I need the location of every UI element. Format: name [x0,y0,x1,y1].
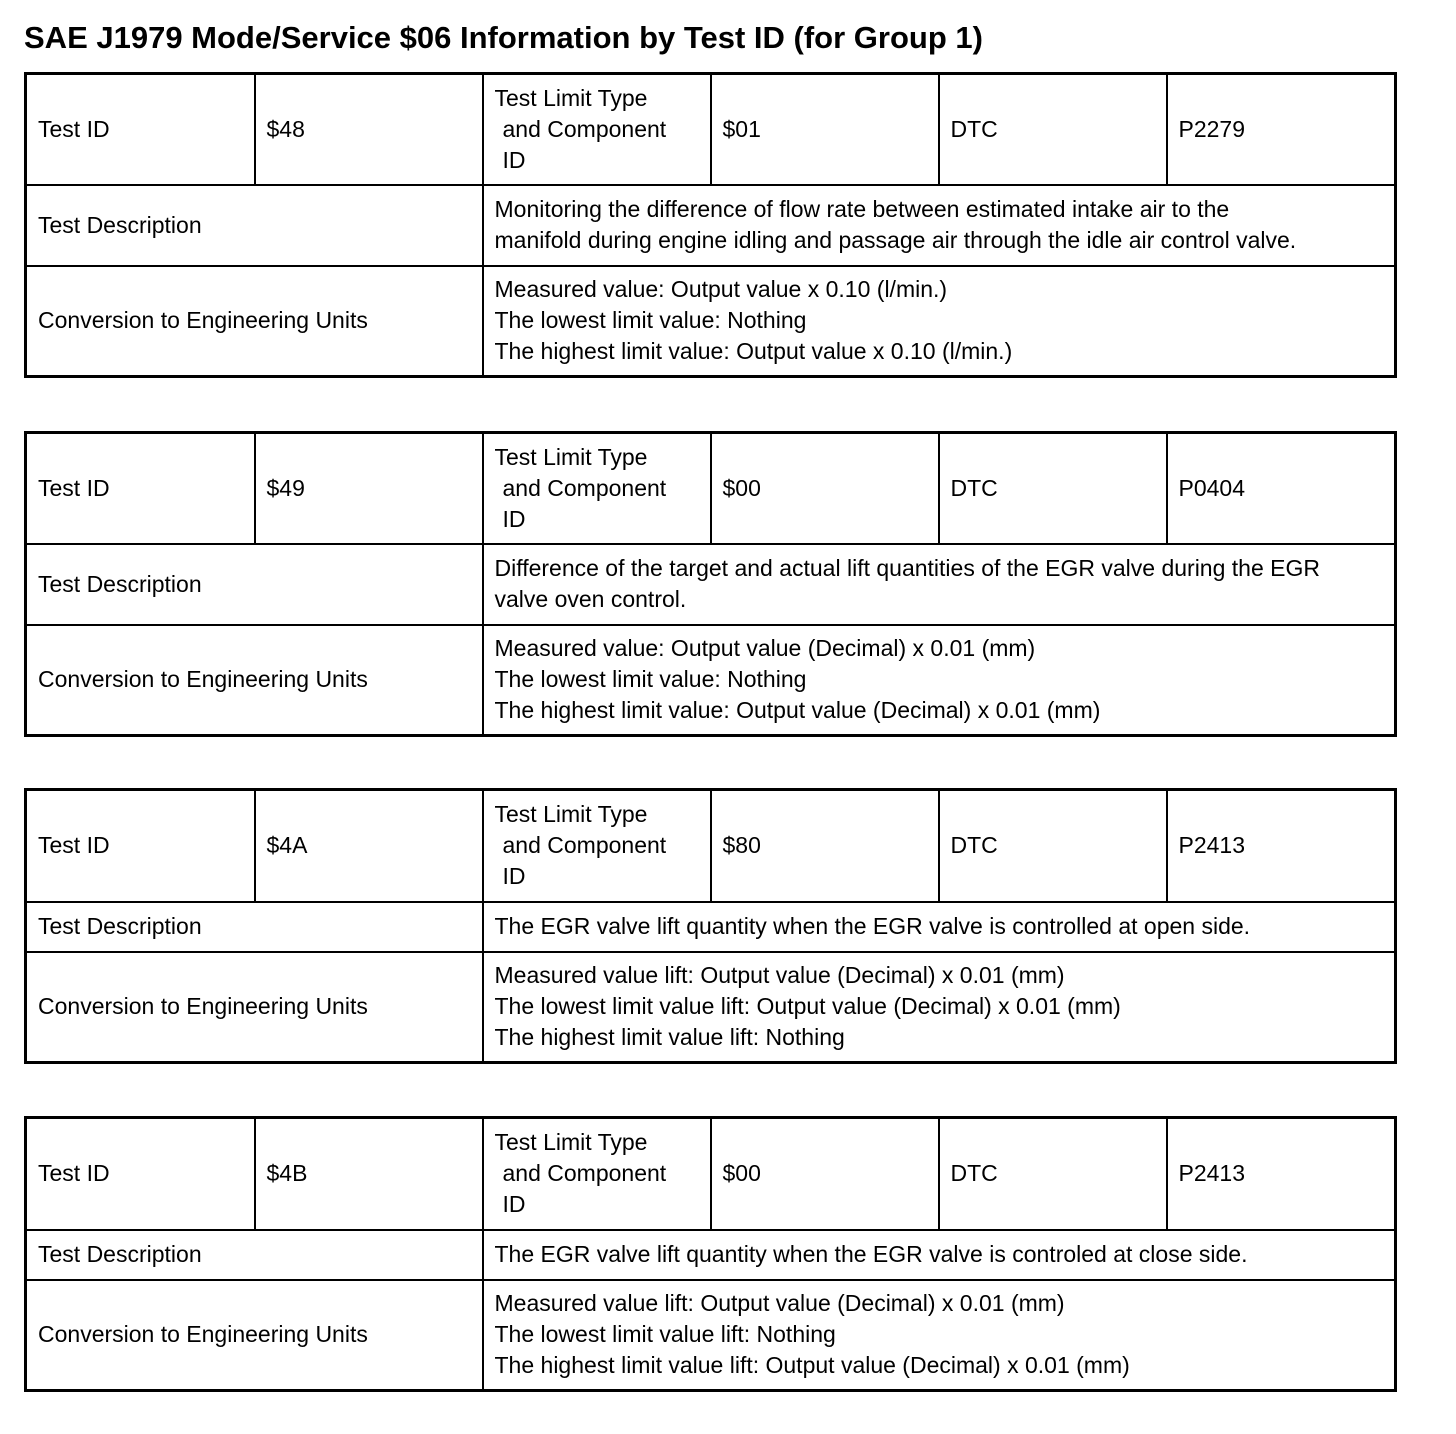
dtc-value: P2413 [1167,790,1396,902]
test-limit-type-label: Test Limit Type and Component ID [483,790,711,902]
header-row [26,1118,1396,1230]
test-table-4b [24,1116,1397,1392]
conversion-value: Measured value lift: Output value (Decimal) x 0.01 (mm) The lowest limit value lift: Output value (Decimal) x 0.01 (mm) The highest limit value lift: Nothing [483,952,1396,1063]
conversion-row [26,266,1396,377]
dtc-label: DTC [939,790,1167,902]
page-title: SAE J1979 Mode/Service $06 Information by Test ID (for Group 1) [24,20,983,55]
conversion-value: Measured value: Output value x 0.10 (l/min.) The lowest limit value: Nothing The highest limit value: Output value x 0.10 (l/min.) [483,266,1396,377]
dtc-label: DTC [939,74,1167,185]
header-row [26,790,1396,902]
header-row [26,433,1396,544]
test-id-label: Test ID [26,433,255,544]
test-description-label: Test Description [26,902,483,952]
conversion-label: Conversion to Engineering Units [26,1280,483,1391]
test-description-label: Test Description [26,185,483,266]
dtc-label: DTC [939,1118,1167,1230]
conversion-value: Measured value lift: Output value (Decimal) x 0.01 (mm) The lowest limit value lift: Nothing The highest limit value lift: Output value (Decimal) x 0.01 (mm) [483,1280,1396,1391]
test-description-label: Test Description [26,1230,483,1280]
conversion-row [26,625,1396,736]
test-table-49 [24,431,1397,737]
dtc-value: P0404 [1167,433,1396,544]
conversion-row [26,952,1396,1063]
test-id-value: $48 [255,74,483,185]
description-row [26,1230,1396,1280]
header-row [26,74,1396,185]
test-limit-type-value: $80 [711,790,939,902]
conversion-value: Measured value: Output value (Decimal) x 0.01 (mm) The lowest limit value: Nothing The highest limit value: Output value (Decimal) x 0.01 (mm) [483,625,1396,736]
test-description-value: The EGR valve lift quantity when the EGR valve is controlled at open side. [483,902,1396,952]
test-limit-type-label: Test Limit Type and Component ID [483,1118,711,1230]
test-limit-type-label: Test Limit Type and Component ID [483,74,711,185]
conversion-label: Conversion to Engineering Units [26,625,483,736]
dtc-value: P2413 [1167,1118,1396,1230]
test-description-value: The EGR valve lift quantity when the EGR valve is controled at close side. [483,1230,1396,1280]
dtc-value: P2279 [1167,74,1396,185]
conversion-row [26,1280,1396,1391]
test-id-value: $49 [255,433,483,544]
test-description-value: Difference of the target and actual lift quantities of the EGR valve during the EGR valve oven control. [483,544,1396,625]
test-description-label: Test Description [26,544,483,625]
description-row [26,544,1396,625]
conversion-label: Conversion to Engineering Units [26,266,483,377]
test-limit-type-value: $01 [711,74,939,185]
test-limit-type-value: $00 [711,1118,939,1230]
test-id-value: $4A [255,790,483,902]
test-id-label: Test ID [26,1118,255,1230]
test-id-label: Test ID [26,74,255,185]
conversion-label: Conversion to Engineering Units [26,952,483,1063]
test-description-value: Monitoring the difference of flow rate between estimated intake air to the manifold during engine idling and passage air through the idle air control valve. [483,185,1396,266]
description-row [26,185,1396,266]
test-table-48 [24,72,1397,378]
test-limit-type-value: $00 [711,433,939,544]
test-limit-type-label: Test Limit Type and Component ID [483,433,711,544]
test-table-4a [24,788,1397,1064]
dtc-label: DTC [939,433,1167,544]
description-row [26,902,1396,952]
test-id-label: Test ID [26,790,255,902]
test-id-value: $4B [255,1118,483,1230]
